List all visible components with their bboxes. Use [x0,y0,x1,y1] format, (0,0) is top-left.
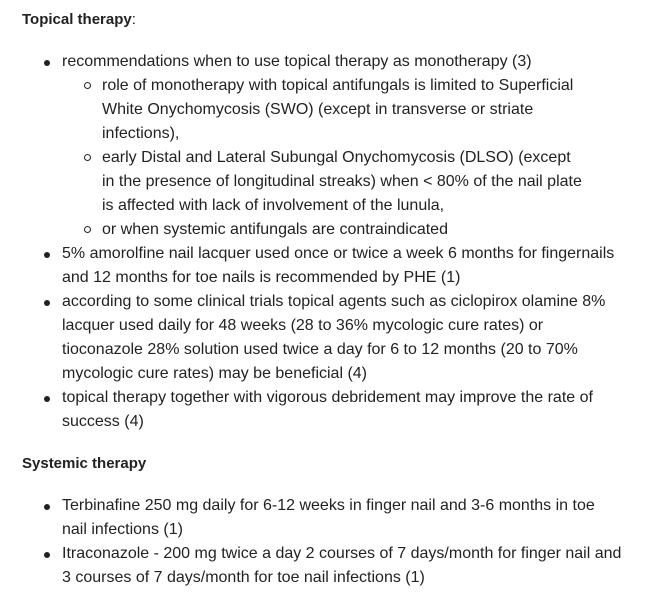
list-item [22,386,622,434]
list-item-text: topical therapy together with vigorous debridement may improve the rate of success (4) [62,389,593,430]
list-item-text: Terbinafine 250 mg daily for 6-12 weeks in finger nail and 3-6 months in toe nail infections (1) [62,497,595,538]
list-item-text: according to some clinical trials topical agents such as ciclopirox olamine 8% lacquer used daily for 48 weeks (28 to 36% mycologic cure rates) or tioconazole 28% solution used twice a day for 6 to 12 months (20 to 70% mycologic cure rates) may be beneficial (4) [62,293,606,382]
sub-list-item [62,218,582,242]
topical-heading-colon: : [131,11,136,28]
list-item [22,494,622,542]
circle-bullet-icon [84,82,91,89]
topical-therapy-heading [22,8,639,32]
list-item [22,542,622,590]
sub-list-item-text: role of monotherapy with topical antifungals is limited to Superficial White Onychomycosis (SWO) (except in transverse or striate infections), [102,77,574,142]
topical-heading-text: Topical therapy [22,11,132,28]
sub-list-item-text: or when systemic antifungals are contraindicated [102,221,448,238]
bullet-icon [44,60,50,66]
bullet-icon [44,396,50,402]
list-item [22,290,622,386]
systemic-therapy-list [22,494,639,590]
bullet-icon [44,252,50,258]
list-item-text: Itraconazole - 200 mg twice a day 2 courses of 7 days/month for finger nail and 3 courses of 7 days/month for toe nail infections (1) [62,545,622,586]
list-item [22,50,622,242]
sub-list-item-text: early Distal and Lateral Subungal Onychomycosis (DLSO) (except in the presence of longitudinal streaks) when < 80% of the nail plate is affected with lack of involvement of the lunula, [102,149,582,214]
systemic-therapy-heading [22,452,639,476]
circle-bullet-icon [84,226,91,233]
list-item [22,242,622,290]
bullet-icon [44,552,50,558]
list-item-text: 5% amorolfine nail lacquer used once or twice a week 6 months for fingernails and 12 months for toe nails is recommended by PHE (1) [62,245,615,286]
list-item-text: recommendations when to use topical therapy as monotherapy (3) [62,53,532,70]
bullet-icon [44,300,50,306]
sub-list-item [62,74,582,146]
sub-list-item [62,146,582,218]
topical-therapy-list [22,50,639,434]
bullet-icon [44,504,50,510]
monotherapy-sublist [62,74,622,242]
systemic-heading-text: Systemic therapy [22,455,147,472]
circle-bullet-icon [84,154,91,161]
